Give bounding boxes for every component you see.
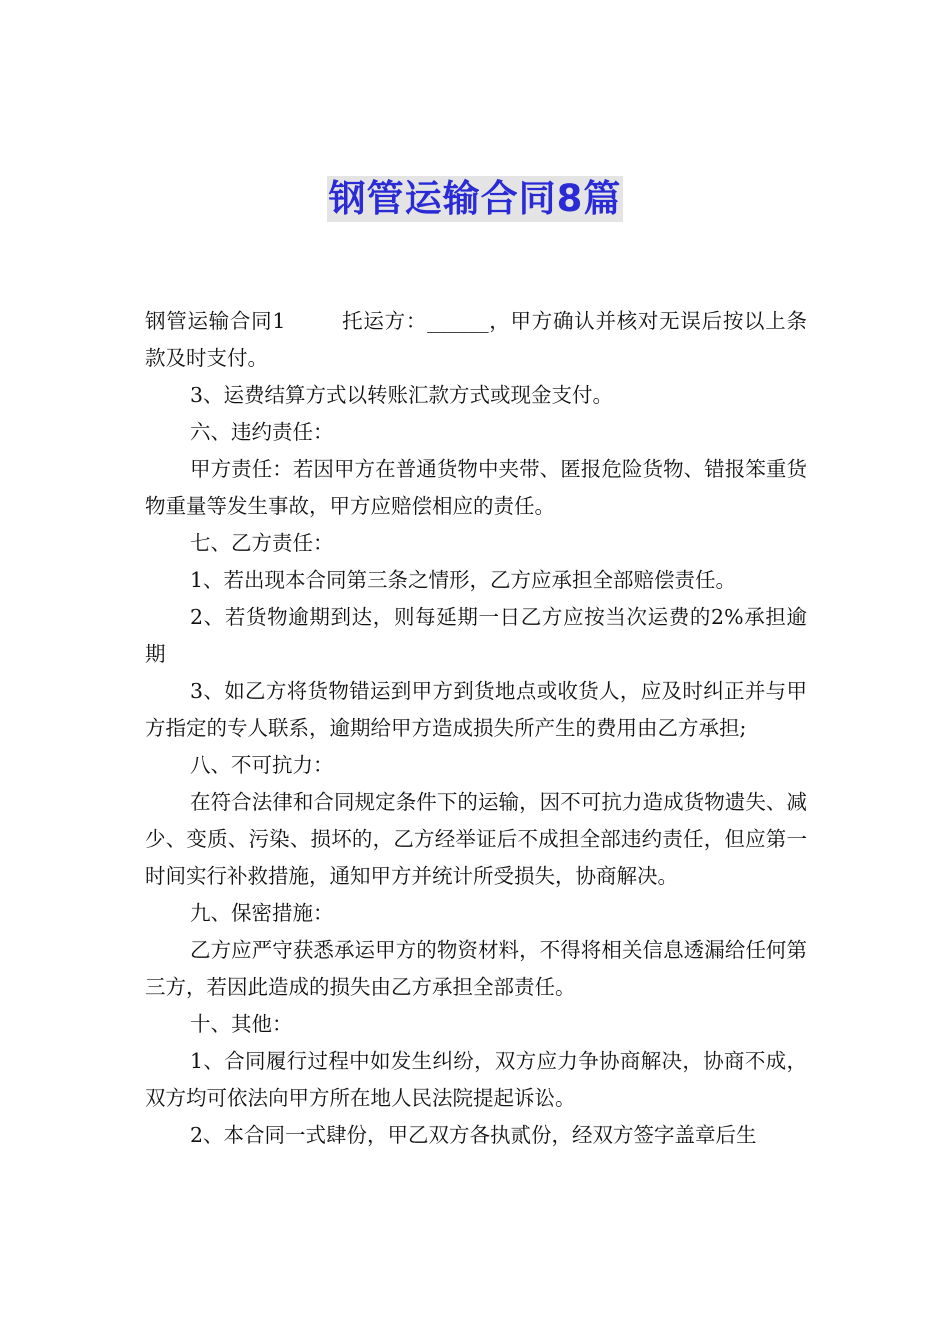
paragraph: 乙方应严守获悉承运甲方的物资材料，不得将相关信息透漏给任何第三方，若因此造成的损失由乙方承担全部责任。 xyxy=(145,938,807,999)
contract-number-label: 钢管运输合同1 xyxy=(145,309,286,333)
section-heading: 六、违约责任： xyxy=(190,420,334,444)
paragraph: 甲方责任：若因甲方在普通货物中夹带、匿报危险货物、错报笨重货物重量等发生事故，甲方应赔偿相应的责任。 xyxy=(145,457,807,518)
intro-text: 托运方：______，甲方确认并核对无误后按以上条款及时支付。 xyxy=(145,309,808,370)
paragraph-intro xyxy=(145,303,807,377)
paragraph: 1、合同履行过程中如发生纠纷，双方应力争协商解决，协商不成，双方均可依法向甲方所在地人民法院提起诉讼。 xyxy=(145,1049,807,1110)
section-heading: 八、不可抗力： xyxy=(190,753,334,777)
section-heading: 七、乙方责任： xyxy=(190,531,334,555)
section-heading: 十、其他： xyxy=(190,1012,293,1036)
paragraph: 3、如乙方将货物错运到甲方到货地点或收货人，应及时纠正并与甲方指定的专人联系，逾期给甲方造成损失所产生的费用由乙方承担; xyxy=(145,679,807,740)
paragraph: 2、本合同一式肆份，甲乙双方各执贰份，经双方签字盖章后生 xyxy=(190,1123,757,1147)
paragraph: 3、运费结算方式以转账汇款方式或现金支付。 xyxy=(190,383,614,407)
document-title: 钢管运输合同8篇 xyxy=(328,177,622,220)
paragraph: 在符合法律和合同规定条件下的运输，因不可抗力造成货物遗失、减少、变质、污染、损坏的，乙方经举证后不成担全部违约责任，但应第一时间实行补救措施，通知甲方并统计所受损失，协商解决。 xyxy=(145,790,807,888)
document-title-container xyxy=(0,176,950,222)
paragraph: 2、若货物逾期到达，则每延期一日乙方应按当次运费的2%承担逾期 xyxy=(145,605,807,666)
paragraph: 1、若出现本合同第三条之情形，乙方应承担全部赔偿责任。 xyxy=(190,568,737,592)
document-body xyxy=(145,303,807,1154)
section-heading: 九、保密措施： xyxy=(190,901,334,925)
